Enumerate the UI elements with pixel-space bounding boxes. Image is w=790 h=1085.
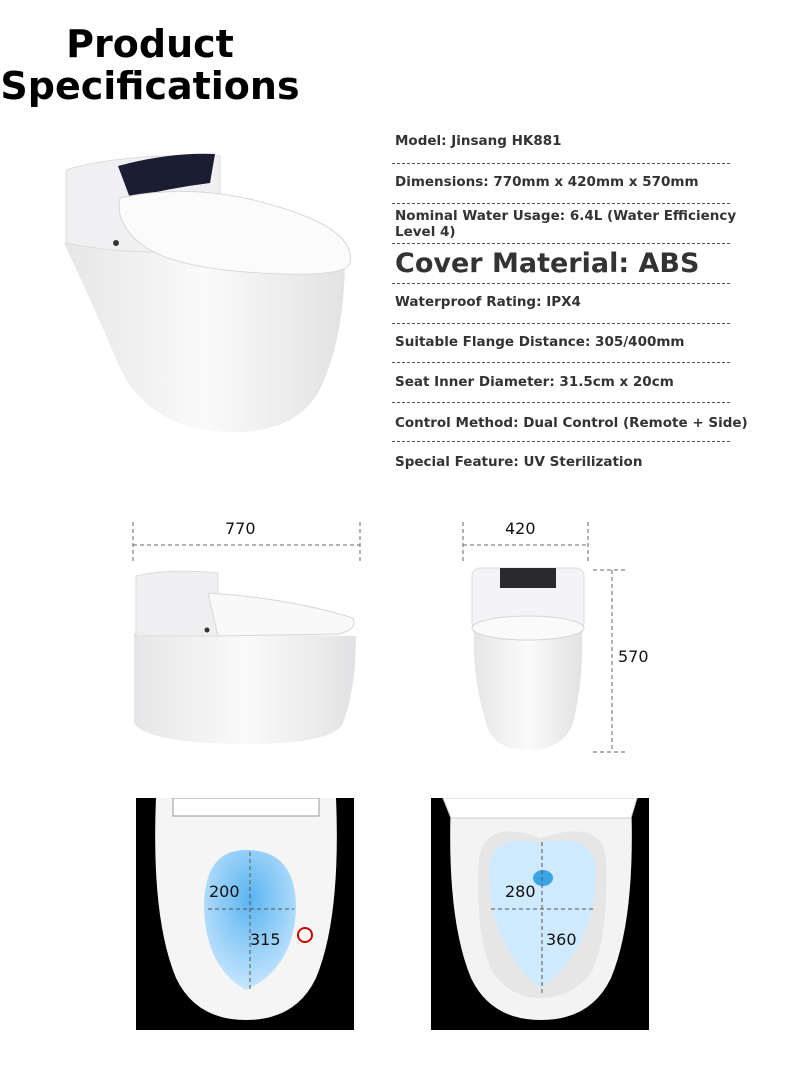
spec-model: Model: Jinsang HK881 (395, 133, 562, 149)
spec-waterproof: Waterproof Rating: IPX4 (395, 294, 581, 310)
divider (392, 163, 730, 164)
divider (392, 283, 730, 284)
front-view-dimension (458, 518, 633, 758)
divider (392, 441, 730, 442)
seat-width-label: 280 (505, 882, 536, 901)
spec-flange: Suitable Flange Distance: 305/400mm (395, 334, 685, 350)
seat-inner-photo-right (431, 798, 649, 1030)
length-label: 770 (225, 519, 256, 538)
toilet-main-image (60, 148, 355, 438)
height-label: 570 (618, 647, 649, 666)
width-label: 420 (505, 519, 536, 538)
seat-length-label: 360 (546, 930, 577, 949)
spec-dimensions: Dimensions: 770mm x 420mm x 570mm (395, 174, 699, 190)
seat-inner-photo-left (136, 798, 354, 1030)
seat-length-label: 315 (250, 930, 281, 949)
spec-seat-diameter: Seat Inner Diameter: 31.5cm x 20cm (395, 374, 674, 390)
spec-cover-material: Cover Material: ABS (395, 248, 700, 279)
divider (392, 203, 730, 204)
divider (392, 362, 730, 363)
side-view-dimension (128, 518, 368, 753)
spec-water-usage: Nominal Water Usage: 6.4L (Water Efficiency Level 4) (395, 208, 737, 240)
page-title-line1: Product (66, 22, 234, 66)
seat-width-label: 200 (209, 882, 240, 901)
divider (392, 243, 730, 244)
divider (392, 402, 730, 403)
page-title-line2: Specifications (0, 64, 300, 108)
divider (392, 323, 730, 324)
spec-control: Control Method: Dual Control (Remote + Side) (395, 415, 748, 431)
spec-feature: Special Feature: UV Sterilization (395, 454, 643, 470)
